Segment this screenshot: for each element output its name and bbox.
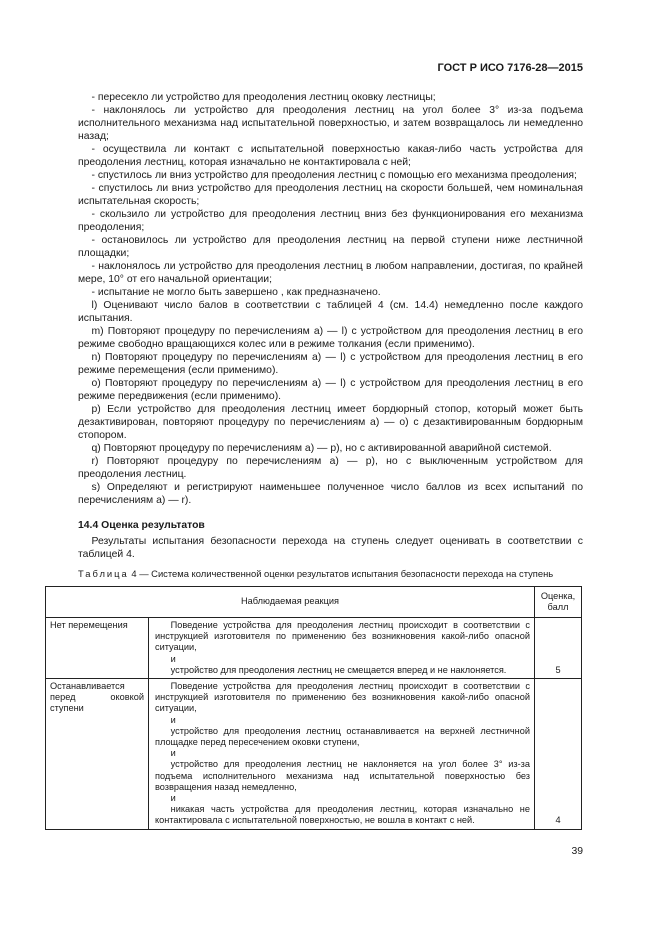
procedure-item: s) Определяют и регистрируют наименьшее полученное число баллов из всех испытаний по перечислениям а) — r). <box>78 482 583 506</box>
procedure-list <box>78 91 583 507</box>
header-reaction: Наблюдаемая реакция <box>46 587 535 618</box>
procedure-item: r) Повторяют процедуру по перечислениям а) — p), но с выключенным устройством для преодоления лестниц. <box>78 456 583 480</box>
page-number: 39 <box>571 846 583 857</box>
reaction-cell: Нет перемещения <box>46 618 149 679</box>
table-row <box>46 679 582 830</box>
description-cell <box>149 618 535 679</box>
description-part: и <box>170 793 176 804</box>
score-cell: 4 <box>535 679 582 830</box>
procedure-item: - испытание не могло быть завершено , как предназначено. <box>91 287 381 298</box>
procedure-item: q) Повторяют процедуру по перечислениям а) — p), но с активированной аварийной системой. <box>91 443 552 454</box>
procedure-item: l) Оценивают число балов в соответствии с таблицей 4 (см. 14.4) немедленно после каждого испытания. <box>78 300 583 324</box>
body-text <box>78 91 583 561</box>
procedure-item: - наклонялось ли устройство для преодоления лестниц на угол более 3° из-за подъема исполнительного механизма над испытательной поверхностью, и затем возвращалось ли немедленно назад; <box>78 105 583 142</box>
description-part: Поведение устройства для преодоления лестниц происходит в соответствии с инструкцией изготовителя по применению без возникновения какой-либо опасной ситуации, <box>155 620 530 653</box>
description-cell <box>149 679 535 830</box>
procedure-item: - пересекло ли устройство для преодоления лестниц оковку лестницы; <box>91 92 436 103</box>
caption-prefix: Таблица <box>78 568 129 579</box>
description-part: и <box>170 653 176 664</box>
score-cell: 5 <box>535 618 582 679</box>
procedure-item: - спустилось ли вниз устройство для преодоления лестниц на скорости большей, чем номинальная испытательная скорость; <box>78 183 583 207</box>
procedure-item: - остановилось ли устройство для преодоления лестниц на первой ступени ниже лестничной площадки; <box>78 235 583 259</box>
description-part: и <box>170 714 176 725</box>
header-score: Оценка, балл <box>535 587 582 618</box>
table-header-row <box>46 587 582 618</box>
procedure-item: p) Если устройство для преодоления лестниц имеет бордюрный стопор, который может быть дезактивирован, повторяют процедуру по перечислениям а) — о) с дезактивированным бордюрным стопором. <box>78 404 583 441</box>
reaction-cell: Останавливается перед оковкой ступени <box>46 679 149 830</box>
description-part: никакая часть устройства для преодоления лестниц, которая изначально не контактировала с испытательной поверхностью, не вошла в контакт с ней. <box>155 804 530 826</box>
procedure-item: m) Повторяют процедуру по перечислениям а) — l) с устройством для преодоления лестниц в его режиме свободно вращающихся колес или в режиме толкания (если применимо). <box>78 326 583 350</box>
section-heading: 14.4 Оценка результатов <box>78 520 205 531</box>
procedure-item: - наклонялось ли устройство для преодоления лестниц в любом направлении, достигая, по крайней мере, 10° от его начальной ориентации; <box>78 261 583 285</box>
procedure-item: - спустилось ли вниз устройство для преодоления лестниц с помощью его механизма преодоления; <box>91 170 577 181</box>
section-text: Результаты испытания безопасности перехода на ступень следует оценивать в соответствии с таблицей 4. <box>78 536 583 560</box>
table-row <box>46 618 582 679</box>
procedure-item: о) Повторяют процедуру по перечислениям а) — l) с устройством для преодоления лестниц в его режиме передвижения (если применимо). <box>78 378 583 402</box>
description-part: Поведение устройства для преодоления лестниц происходит в соответствии с инструкцией изготовителя по применению без возникновения какой-либо опасной ситуации, <box>155 681 530 714</box>
score-table <box>45 586 582 830</box>
procedure-item: - осуществила ли контакт с испытательной поверхностью какая-либо часть устройства для преодоления лестниц, которая изначально не контактировала с ней; <box>78 144 583 168</box>
description-part: устройство для преодоления лестниц не смещается вперед и не наклоняется. <box>170 664 507 675</box>
document-header: ГОСТ Р ИСО 7176-28—2015 <box>437 62 583 74</box>
procedure-item: - скользило ли устройство для преодоления лестниц вниз без функционирования его механизма преодоления; <box>78 209 583 233</box>
description-part: устройство для преодоления лестниц останавливается на верхней лестничной площадке перед пересечением оковки ступени, <box>155 725 530 748</box>
caption-rest: 4 — Система количественной оценки результатов испытания безопасности перехода на ступень <box>128 568 554 579</box>
description-part: и <box>170 748 176 759</box>
description-part: устройство для преодоления лестниц не наклоняется на угол более 3° из-за подъема исполнительного механизма над испытательной поверхностью без возвращения назад немедленно, <box>155 759 530 792</box>
table-caption <box>78 568 553 579</box>
procedure-item: n) Повторяют процедуру по перечислениям а) — l) с устройством для преодоления лестниц в его режиме перемещения (если применимо). <box>78 352 583 376</box>
